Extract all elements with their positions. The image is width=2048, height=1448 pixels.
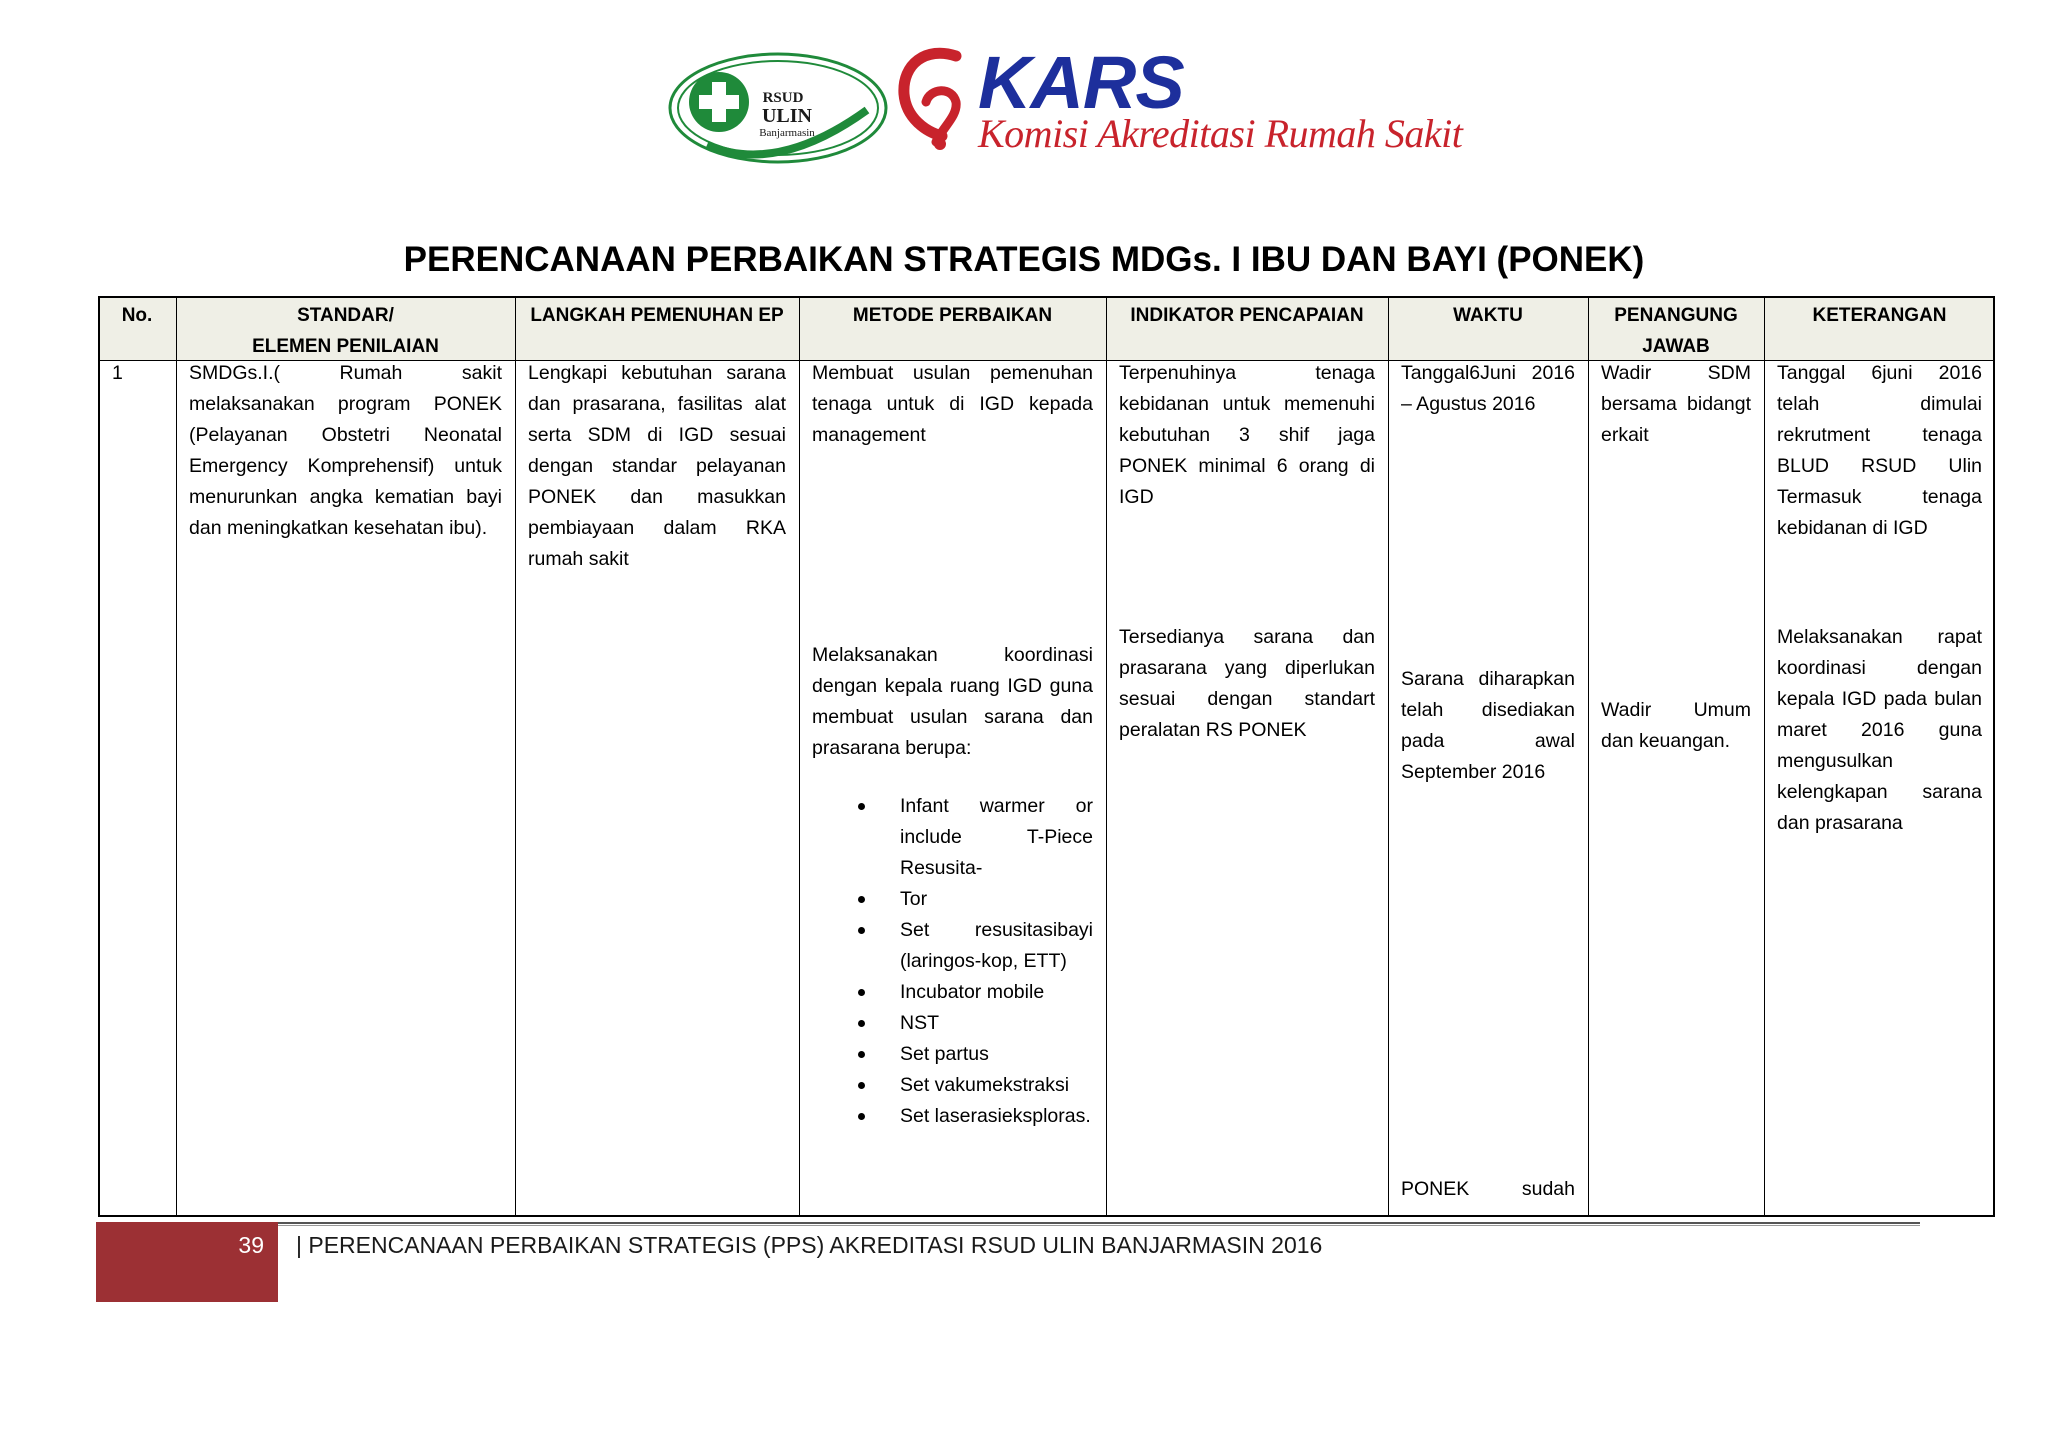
rsud-ulin-logo: [667, 50, 889, 166]
column-divider: [1588, 296, 1589, 1217]
cell-penanggung-jawab-1: Wadir SDM bersama bidangt erkait: [1601, 362, 1751, 446]
list-item: Set vakumekstraksi: [812, 1070, 1093, 1101]
cell-metode-1: Membuat usulan pemenuhan tenaga untuk di IGD kepada management: [812, 362, 1093, 446]
header-penanggung-line2: JAWAB: [1642, 336, 1710, 357]
svg-text:Banjarmasin: Banjarmasin: [759, 127, 815, 139]
list-item: Tor: [812, 884, 1093, 915]
svg-text:RSUD: RSUD: [762, 90, 804, 106]
header-standar-line1: STANDAR/: [297, 305, 394, 326]
cell-indikator-2: Tersedianya sarana dan prasarana yang diperlukan sesuai dengan standart peralatan RS PONEK: [1119, 626, 1375, 741]
document-title: PERENCANAAN PERBAIKAN STRATEGIS MDGs. I IBU DAN BAYI (PONEK): [403, 240, 1645, 279]
header-waktu: WAKTU: [1453, 305, 1523, 326]
cell-keterangan-2: Melaksanakan rapat koordinasi dengan kepala IGD pada bulan maret 2016 guna mengusulkan kelengkapan sarana dan prasarana: [1777, 626, 1982, 834]
svg-text:ULIN: ULIN: [761, 105, 813, 127]
footer-rule: [98, 1222, 1920, 1224]
cell-penanggung-jawab-2: Wadir Umum dan keuangan.: [1601, 699, 1751, 752]
column-divider: [176, 296, 177, 1217]
header-no: No.: [121, 305, 153, 326]
column-divider: [515, 296, 516, 1217]
cell-keterangan-1: Tanggal 6juni 2016 telah dimulai rekrutment tenaga BLUD RSUD Ulin Termasuk tenaga kebidanan di IGD: [1777, 362, 1982, 539]
column-divider: [1106, 296, 1107, 1217]
equipment-list: [812, 791, 1093, 1132]
footer-text: | PERENCANAAN PERBAIKAN STRATEGIS (PPS) AKREDITASI RSUD ULIN BANJARMASIN 2016: [296, 1232, 1323, 1258]
cell-waktu-2: Sarana diharapkan telah disediakan pada awal September 2016: [1401, 668, 1575, 783]
column-divider: [1764, 296, 1765, 1217]
page-number: 39: [238, 1232, 264, 1258]
header-standar-line2: ELEMEN PENILAIAN: [252, 336, 439, 357]
cell-waktu-1: Tanggal6Juni 2016 – Agustus 2016: [1401, 362, 1575, 415]
header-metode: METODE PERBAIKAN: [852, 305, 1053, 326]
list-item: Set laserasieksploras.: [812, 1101, 1093, 1132]
header-penanggung-line1: PENANGUNG: [1614, 305, 1738, 326]
kars-emblem-icon: [896, 42, 980, 158]
rsud-ulin-emblem-icon: [667, 50, 889, 166]
cell-waktu-3: PONEK sudah: [1401, 1178, 1575, 1200]
header-keterangan: KETERANGAN: [1812, 305, 1947, 326]
column-divider: [1388, 296, 1389, 1217]
header-standar: [176, 296, 515, 360]
list-item: Set partus: [812, 1039, 1093, 1070]
header-langkah: LANGKAH PEMENUHAN EP: [530, 305, 784, 326]
cell-langkah: Lengkapi kebutuhan sarana dan prasarana, fasilitas alat serta SDM di IGD sesuai dengan standar pelayanan PONEK dan masukkan pembiayaan dalam RKA rumah sakit: [528, 362, 786, 570]
list-item: NST: [812, 1008, 1093, 1039]
column-divider: [799, 296, 800, 1217]
list-item: Infant warmer or include T-Piece Resusita-: [812, 791, 1093, 884]
row-number: 1: [112, 362, 123, 384]
kars-logo: [896, 40, 1463, 160]
header-penanggung-jawab: [1588, 296, 1764, 360]
cell-standar: SMDGs.I.( Rumah sakit melaksanakan program PONEK (Pelayanan Obstetri Neonatal Emergency Komprehensif) untuk menurunkan angka kematian bayi dan meningkatkan kesehatan ibu).: [189, 362, 502, 539]
kars-subtitle: Komisi Akreditasi Rumah Sakit: [978, 111, 1463, 156]
kars-wordmark: KARS: [978, 41, 1184, 124]
list-item: Set resusitasibayi (laringos-kop, ETT): [812, 915, 1093, 977]
list-item: Incubator mobile: [812, 977, 1093, 1008]
footer-rule-secondary: [98, 1225, 1920, 1226]
header-indikator: INDIKATOR PENCAPAIAN: [1130, 305, 1364, 326]
cell-indikator-1: Terpenuhinya tenaga kebidanan untuk memenuhi kebutuhan 3 shif jaga PONEK minimal 6 orang di IGD: [1119, 362, 1375, 508]
cell-metode-2: Melaksanakan koordinasi dengan kepala ruang IGD guna membuat usulan sarana dan prasarana berupa:: [812, 644, 1093, 759]
